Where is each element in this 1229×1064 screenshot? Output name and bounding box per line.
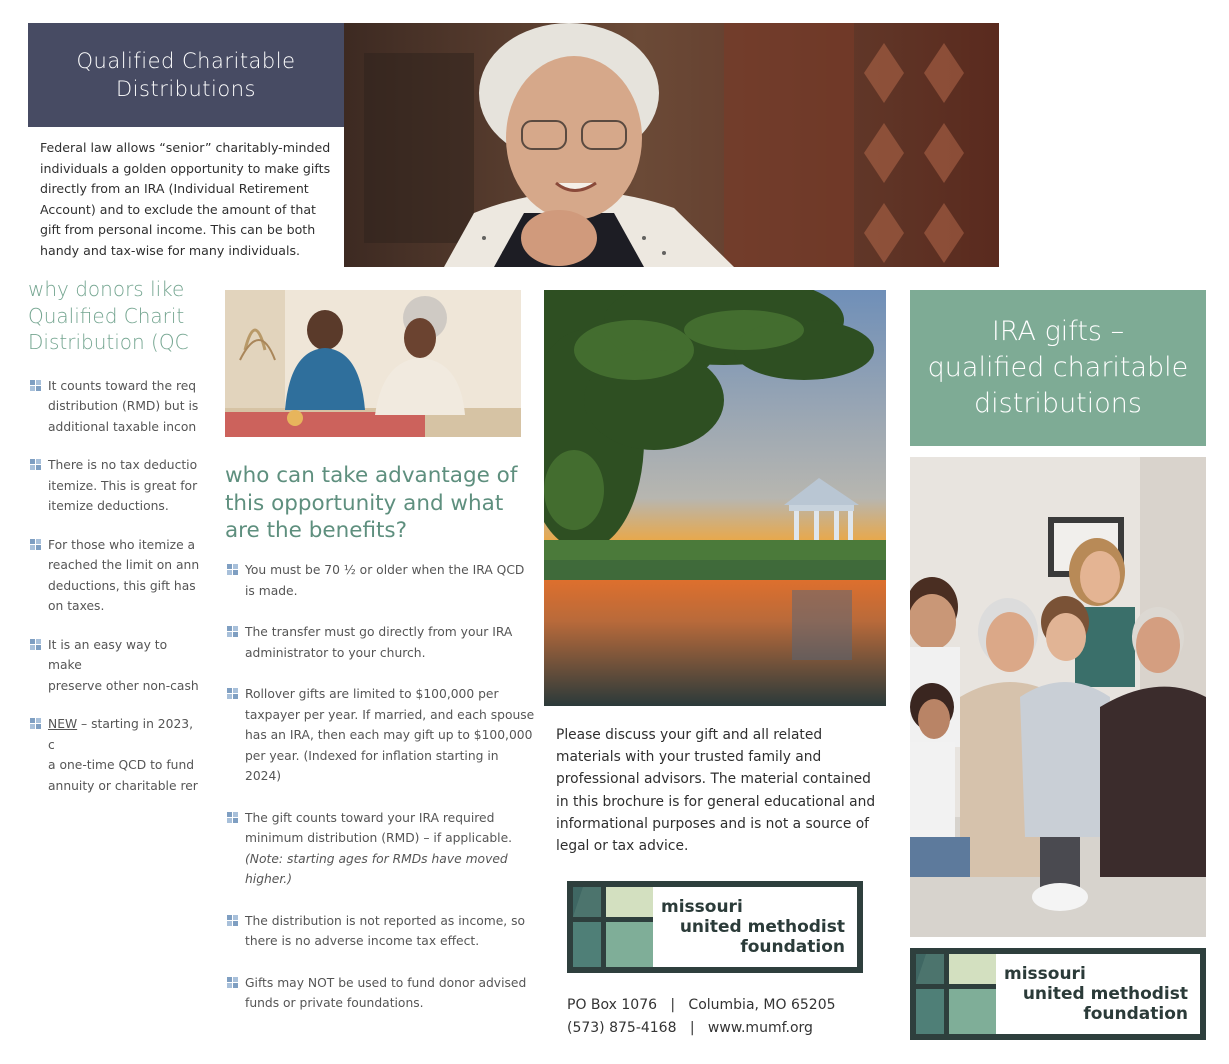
list-item: The gift counts toward your IRA required minimum distribution (RMD) – if applicable. (Note: starting ages for RMDs have moved higher.) (225, 808, 535, 890)
list-item: There is no tax deductio itemize. This is great for itemize deductions. (28, 455, 202, 517)
senior-woman-photo (344, 23, 999, 267)
left-column (28, 276, 202, 796)
square-bullet-icon (30, 718, 41, 729)
couple-laughing-photo (225, 290, 521, 437)
square-bullet-icon (30, 459, 41, 470)
cover-title-banner (910, 290, 1206, 446)
disclaimer-text: Please discuss your gift and all related materials with your trusted family and professional advisors. The material contained in this brochure is for general educational and informational purposes and is not a source of legal or tax advice. (556, 727, 876, 855)
family-photo (910, 457, 1206, 937)
square-bullet-icon (227, 915, 238, 926)
list-item: NEW – starting in 2023, c a one-time QCD to fund annuity or charitable rer (28, 714, 202, 796)
list-item: You must be 70 ½ or older when the IRA QCD is made. (225, 560, 535, 601)
qcd-title-line1: Qualified Charitable (76, 49, 296, 73)
list-item: For those who itemize a reached the limit on ann deductions, this gift has on taxes. (28, 535, 202, 617)
list-item: The distribution is not reported as income, so there is no adverse income tax effect. (225, 911, 535, 952)
cover-title-line1: IRA gifts – (991, 316, 1125, 347)
contact-info (567, 994, 877, 1039)
square-bullet-icon (227, 812, 238, 823)
list-item: The transfer must go directly from your IRA administrator to your church. (225, 622, 535, 663)
why-donors-list (28, 376, 202, 797)
rmd-note: (Note: starting ages for RMDs have moved higher.) (245, 851, 508, 886)
list-item: Gifts may NOT be used to fund donor advised funds or private foundations. (225, 973, 535, 1014)
contact-address: PO Box 1076 | Columbia, MO 65205 (567, 997, 836, 1013)
list-item: It counts toward the req distribution (RMD) but is additional taxable incon (28, 376, 202, 438)
intro-paragraph: Federal law allows “senior” charitably-minded individuals a golden opportunity to make gifts directly from an IRA (Individual Retirement Account) and to exclude the amount of that gift from personal income. This can be both handy and tax-wise for many individuals. (40, 140, 331, 258)
contact-phone-web[interactable]: (573) 875-4168 | www.mumf.org (567, 1019, 813, 1036)
why-donors-heading-line3: Distribution (QC (28, 330, 189, 354)
square-bullet-icon (227, 626, 238, 637)
why-donors-heading-line2: Qualified Charit (28, 303, 185, 328)
foundation-wordmark: missouri united methodist foundation (653, 887, 857, 967)
qcd-title-line2: Distributions (116, 77, 256, 101)
square-bullet-icon (30, 639, 41, 650)
list-item: It is an easy way to make preserve other non-cash (28, 635, 202, 697)
why-donors-heading-line1: why donors like (28, 277, 185, 301)
cover-title-line2: qualified charitable (927, 352, 1189, 383)
square-bullet-icon (30, 380, 41, 391)
who-can-heading: who can take advantage of this opportunity and what are the benefits? (225, 463, 518, 543)
list-item: Rollover gifts are limited to $100,000 per taxpayer per year. If married, and each spouse has an IRA, then each may gift up to $100,000 per year. (Indexed for inflation starting in 2024) (225, 684, 535, 787)
new-label: NEW (48, 717, 78, 731)
foundation-cross-logo-icon (573, 887, 653, 967)
square-bullet-icon (227, 688, 238, 699)
square-bullet-icon (227, 977, 238, 988)
foundation-cross-logo-icon (916, 954, 996, 1034)
cover-title-line3: distributions (974, 388, 1142, 419)
foundation-wordmark: missouri united methodist foundation (996, 954, 1200, 1034)
square-bullet-icon (227, 564, 238, 575)
why-donors-heading (28, 276, 202, 356)
benefits-list (225, 560, 535, 1035)
square-bullet-icon (30, 539, 41, 550)
mumf-logo-cover (910, 948, 1206, 1040)
mumf-logo (567, 881, 863, 973)
qcd-title-box (28, 23, 344, 127)
park-sunset-photo (544, 290, 886, 706)
